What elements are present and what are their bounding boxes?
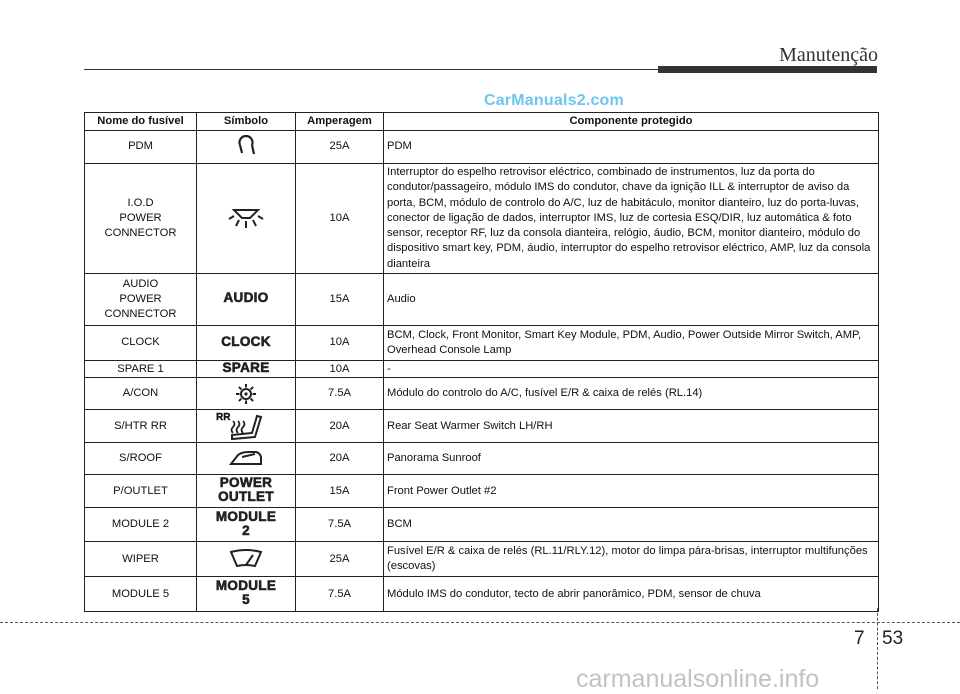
watermark[interactable]: CarManuals2.com [484, 92, 624, 109]
table-row [85, 274, 879, 326]
fuse-amperage: 10A [296, 164, 384, 274]
fuse-component: Fusível E/R & caixa de relés (RL.11/RLY.12), motor do limpa pára-brisas, interruptor multifunções (escovas) [384, 542, 879, 577]
fuse-name [85, 274, 197, 326]
fuse-component: Front Power Outlet #2 [384, 475, 879, 508]
power-outlet-symbol-label: POWER OUTLET [218, 475, 274, 505]
chapter-number: 7 [854, 628, 865, 649]
fuse-amperage: 15A [296, 274, 384, 326]
column-header-name: Nome do fusível [85, 113, 197, 131]
fuse-amperage: 15A [296, 475, 384, 508]
fuse-name [85, 164, 197, 274]
fuse-name: S/ROOF [85, 443, 197, 475]
fuse-component: BCM [384, 508, 879, 542]
module2-symbol-label: MODULE 2 [215, 508, 277, 538]
fuse-symbol [197, 131, 296, 164]
fuse-amperage: 25A [296, 542, 384, 577]
fuse-name: P/OUTLET [85, 475, 197, 508]
interior-lamp-icon [200, 206, 292, 232]
footer-divider [0, 622, 960, 623]
table-row [85, 508, 879, 542]
fuse-component: PDM [384, 131, 879, 164]
table-row [85, 361, 879, 378]
seat-heater-rr-label: RR [216, 412, 231, 424]
table-row [85, 443, 879, 475]
column-header-symbol: Símbolo [197, 113, 296, 131]
fuse-name: S/HTR RR [85, 410, 197, 443]
page-number: 53 [882, 628, 904, 649]
fuse-amperage: 7.5A [296, 577, 384, 612]
fuse-name-text: I.O.D POWER CONNECTOR [104, 196, 177, 240]
table-row [85, 326, 879, 361]
table-row [85, 410, 879, 443]
fuse-name: A/CON [85, 378, 197, 410]
fuse-component: Módulo do controlo do A/C, fusível E/R & caixa de relés (RL.14) [384, 378, 879, 410]
fuse-symbol [197, 475, 296, 508]
column-header-amperage: Amperagem [296, 113, 384, 131]
power-plug-icon [200, 135, 292, 159]
fuse-symbol [197, 326, 296, 361]
fuse-amperage: 7.5A [296, 508, 384, 542]
seat-heater-icon [228, 413, 264, 441]
table-row [85, 131, 879, 164]
fuse-symbol [197, 274, 296, 326]
column-header-component: Componente protegido [384, 113, 879, 131]
fuse-symbol [197, 164, 296, 274]
fuse-amperage: 25A [296, 131, 384, 164]
table-row [85, 542, 879, 577]
fuse-name: SPARE 1 [85, 361, 197, 378]
fuse-name: WIPER [85, 542, 197, 577]
module5-symbol-label: MODULE 5 [215, 578, 277, 608]
fuse-name: CLOCK [85, 326, 197, 361]
section-title: Manutenção [779, 44, 878, 66]
fuse-component: Módulo IMS do condutor, tecto de abrir panorâmico, PDM, sensor de chuva [384, 577, 879, 612]
sunroof-icon [200, 448, 292, 470]
fuse-symbol [197, 410, 296, 443]
ac-fan-icon [200, 382, 292, 406]
fuse-component: Audio [384, 274, 879, 326]
fuse-symbol [197, 361, 296, 378]
fuse-component: Interruptor do espelho retrovisor eléctrico, combinado de instrumentos, luz da porta do condutor/passageiro, módulo IMS do condutor, chave da ignição ILL & interruptor de aviso da porta, BCM, módulo de controlo do A/C, luz de habitáculo, monitor dianteiro, luz do porta-luvas, conector de ligação de dados, interruptor IMS, luz de cortesia ESQ/DIR, luz automática & foto sensor, receptor RF, luz da consola dianteira, relógio, áudio, BCM, monitor dianteiro, módulo do dispositivo smart key, PDM, áudio, interruptor do espelho retrovisor eléctrico, AMP, luz da consola dianteira [384, 164, 879, 274]
fuse-symbol [197, 577, 296, 612]
clock-symbol-label: CLOCK [221, 333, 271, 349]
footer-watermark[interactable]: carmanualsonline.info [576, 665, 820, 693]
table-row [85, 475, 879, 508]
fuse-name: PDM [85, 131, 197, 164]
header-rule [84, 69, 658, 70]
fuse-amperage: 10A [296, 361, 384, 378]
fuse-component: - [384, 361, 879, 378]
fuse-amperage: 7.5A [296, 378, 384, 410]
table-row [85, 164, 879, 274]
fuse-table [84, 112, 879, 612]
wiper-icon [200, 548, 292, 570]
fuse-name: MODULE 2 [85, 508, 197, 542]
fuse-symbol [197, 443, 296, 475]
table-row [85, 378, 879, 410]
header-bar [658, 66, 877, 73]
fuse-symbol [197, 542, 296, 577]
footer-vertical-divider [877, 608, 878, 689]
audio-symbol-label: AUDIO [223, 290, 269, 306]
table-row [85, 577, 879, 612]
fuse-amperage: 20A [296, 443, 384, 475]
fuse-name-text: AUDIO POWER CONNECTOR [104, 277, 177, 321]
fuse-amperage: 20A [296, 410, 384, 443]
fuse-name: MODULE 5 [85, 577, 197, 612]
spare-symbol-label: SPARE [222, 360, 270, 375]
fuse-symbol [197, 508, 296, 542]
fuse-amperage: 10A [296, 326, 384, 361]
table-header-row [85, 113, 879, 131]
fuse-component: BCM, Clock, Front Monitor, Smart Key Module, PDM, Audio, Power Outside Mirror Switch, AMP, Overhead Console Lamp [384, 326, 879, 361]
fuse-component: Rear Seat Warmer Switch LH/RH [384, 410, 879, 443]
fuse-component: Panorama Sunroof [384, 443, 879, 475]
fuse-symbol [197, 378, 296, 410]
